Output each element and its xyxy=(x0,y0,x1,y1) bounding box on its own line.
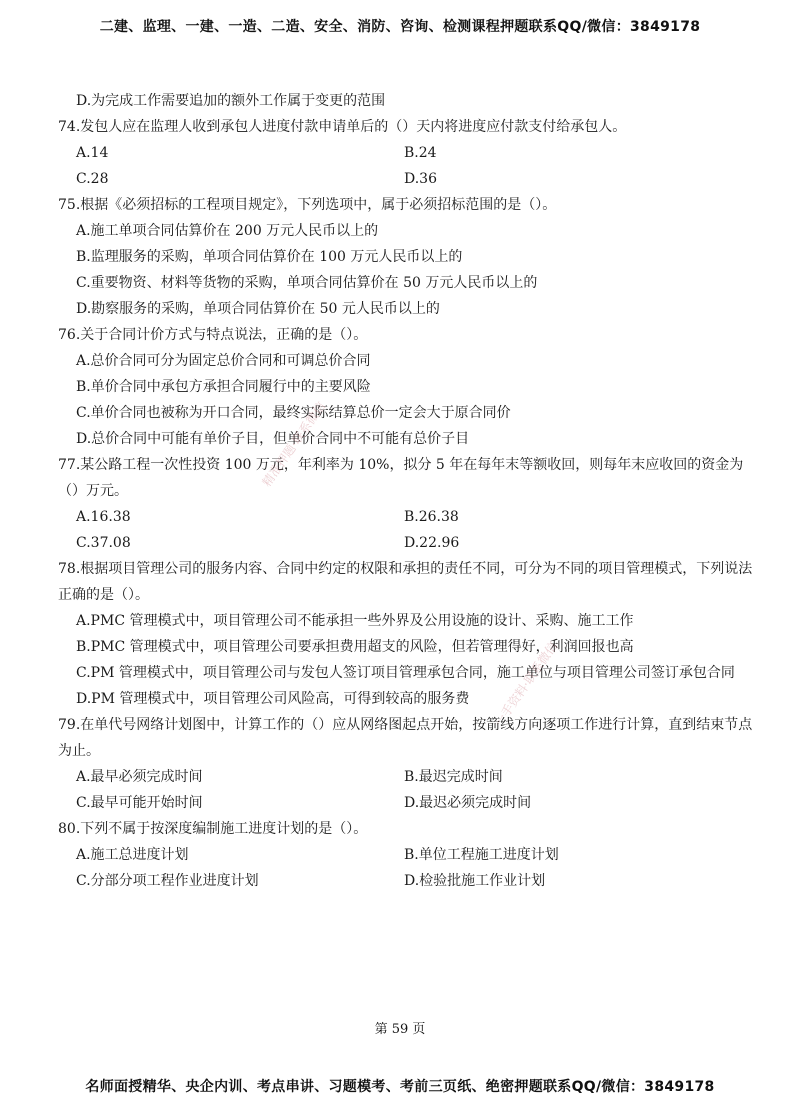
q74-option-b: B.24 xyxy=(404,145,437,161)
q78-option-a: A.PMC 管理模式中，项目管理公司不能承担一些外界及公用设施的设计、采购、施工工作 xyxy=(76,613,634,629)
q80-option-d: D.检验批施工作业计划 xyxy=(404,873,546,889)
q79-option-c: C.最早可能开始时间 xyxy=(76,795,203,811)
page-content xyxy=(58,88,758,894)
q79-option-d: D.最迟必须完成时间 xyxy=(404,795,532,811)
q77-option-a: A.16.38 xyxy=(76,509,131,525)
q77-options-row-1 xyxy=(58,504,758,530)
q77-option-b: B.26.38 xyxy=(404,509,459,525)
q78-option-d: D.PM 管理模式中，项目管理公司风险高，可得到较高的服务费 xyxy=(76,691,470,707)
q78-stem: 78.根据项目管理公司的服务内容、合同中约定的权限和承担的责任不同，可分为不同的项目管理模式，下列说法正确的是（）。 xyxy=(58,561,753,603)
q80-stem: 80.下列不属于按深度编制施工进度计划的是（）。 xyxy=(58,821,368,837)
q80-options-row-2 xyxy=(58,868,758,894)
q74-option-a: A.14 xyxy=(76,145,109,161)
q80-options-row-1 xyxy=(58,842,758,868)
q76-option-d: D.总价合同中可能有单价子目，但单价合同中不可能有总价子目 xyxy=(76,431,470,447)
q77-stem: 77.某公路工程一次性投资 100 万元，年利率为 10%，拟分 5 年在每年末等额收回，则每年末应收回的资金为（）万元。 xyxy=(58,457,744,499)
q77-option-c: C.37.08 xyxy=(76,535,131,551)
q75-option-c: C.重要物资、材料等货物的采购，单项合同估算价在 50 万元人民币以上的 xyxy=(76,275,538,291)
q74-option-c: C.28 xyxy=(76,171,109,187)
q73-option-d: D.为完成工作需要追加的额外工作属于变更的范围 xyxy=(76,93,386,109)
q74-options-row-1 xyxy=(58,140,758,166)
q79-options-row-1 xyxy=(58,764,758,790)
q74-stem: 74.发包人应在监理人收到承包人进度付款申请单后的（）天内将进度应付款支付给承包人。 xyxy=(58,119,627,135)
q80-option-b: B.单位工程施工进度计划 xyxy=(404,847,559,863)
footer-banner: 名师面授精华、央企内训、考点串讲、习题模考、考前三页纸、绝密押题联系QQ/微信：3849178 xyxy=(85,1079,715,1095)
q78-option-b: B.PMC 管理模式中，项目管理公司要承担费用超支的风险，但若管理得好，利润回报也高 xyxy=(76,639,634,655)
q80-option-c: C.分部分项工程作业进度计划 xyxy=(76,873,259,889)
q74-options-row-2 xyxy=(58,166,758,192)
page-number: 第 59 页 xyxy=(374,1022,426,1037)
q76-option-b: B.单价合同中承包方承担合同履行中的主要风险 xyxy=(76,379,371,395)
q77-options-row-2 xyxy=(58,530,758,556)
header-banner: 二建、监理、一建、一造、二造、安全、消防、咨询、检测课程押题联系QQ/微信：3849178 xyxy=(99,19,701,35)
q77-option-d: D.22.96 xyxy=(404,535,460,551)
q75-option-b: B.监理服务的采购，单项合同估算价在 100 万元人民币以上的 xyxy=(76,249,463,265)
q79-stem: 79.在单代号网络计划图中，计算工作的（）应从网络图起点开始，按箭线方向逐项工作进行计算，直到结束节点为止。 xyxy=(58,717,753,759)
q79-options-row-2 xyxy=(58,790,758,816)
q79-option-b: B.最迟完成时间 xyxy=(404,769,503,785)
q75-option-a: A.施工单项合同估算价在 200 万元人民币以上的 xyxy=(76,223,379,239)
q76-stem: 76.关于合同计价方式与特点说法，正确的是（）。 xyxy=(58,327,368,343)
q76-option-a: A.总价合同可分为固定总价合同和可调总价合同 xyxy=(76,353,371,369)
q74-option-d: D.36 xyxy=(404,171,437,187)
watermark-mark-1: 精准押题·联系微信 xyxy=(259,399,329,490)
q78-option-c: C.PM 管理模式中，项目管理公司与发包人签订项目管理承包合同，施工单位与项目管理公司签订承包合同 xyxy=(76,665,735,681)
q76-option-c: C.单价合同也被称为开口合同，最终实际结算总价一定会大于原合同价 xyxy=(76,405,511,421)
q80-option-a: A.施工总进度计划 xyxy=(76,847,189,863)
watermark-mark-2: 一手资料·联系微信 xyxy=(491,639,561,730)
q75-stem: 75.根据《必须招标的工程项目规定》，下列选项中，属于必须招标范围的是（）。 xyxy=(58,197,557,213)
q79-option-a: A.最早必须完成时间 xyxy=(76,769,203,785)
q75-option-d: D.勘察服务的采购，单项合同估算价在 50 元人民币以上的 xyxy=(76,301,440,317)
